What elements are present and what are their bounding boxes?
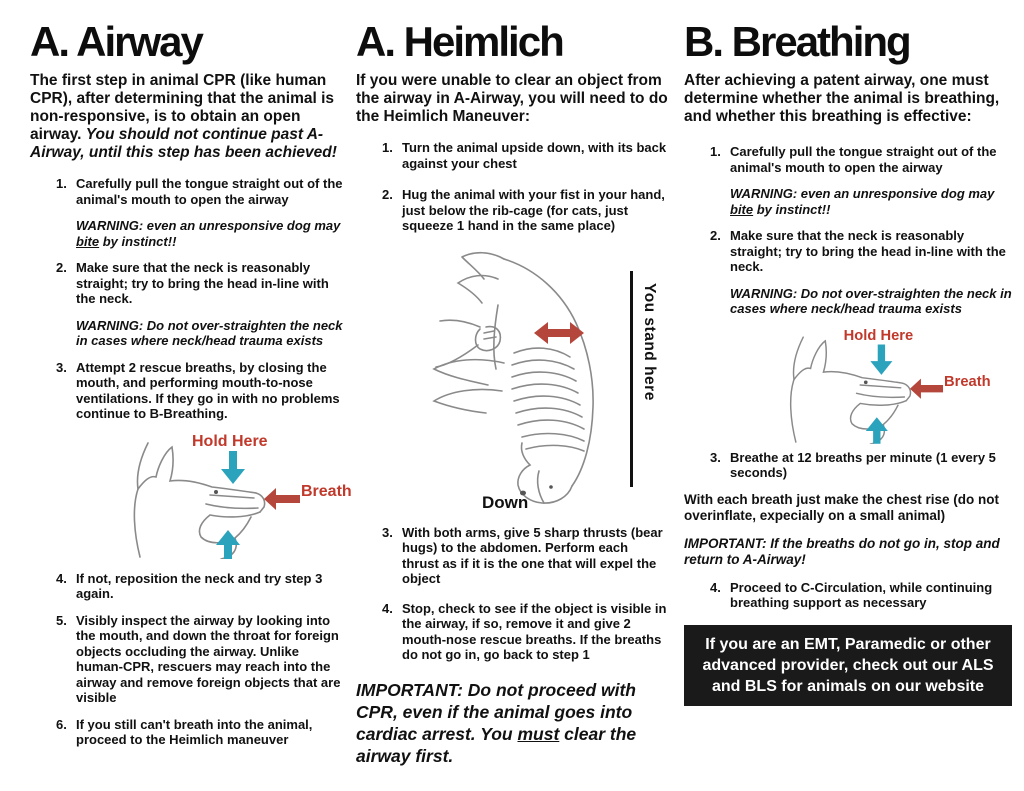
upside-down-dog-drawing [386,245,626,505]
breathing-step-3 [684,450,1012,481]
heimlich-figure [386,245,676,513]
heimlich-important-note [356,679,668,767]
step-text: Hug the animal with your fist in your hand, just below the rib-cage (for cats, just squeeze 1 hand in the same place) [402,187,665,233]
hold-here-label: Hold Here [843,327,914,344]
step-number: 6. [56,716,67,732]
breathing-steps [684,144,1012,611]
airway-warning-2: WARNING: Do not over-straighten the neck in cases where neck/head trauma exists [76,317,343,348]
heimlich-step-2 [356,187,668,234]
breath-label: Breath [301,482,352,500]
step-number: 4. [710,579,721,595]
step-text: Carefully pull the tongue straight out of the animal's mouth to open the airway [730,144,997,175]
heimlich-intro: If you were unable to clear an object from the airway in A-Airway, you will need to do the Heimlich Maneuver: [356,72,668,125]
down-label: Down [482,492,529,512]
heimlich-step-4 [356,601,668,663]
heimlich-title: A. Heimlich [356,18,563,65]
stand-here-line [630,271,633,487]
advanced-provider-callout: If you are an EMT, Paramedic or other advanced provider, check out our ALS and BLS for animals on our website [684,625,1012,706]
step-text: Carefully pull the tongue straight out of the animal's mouth to open the airway [76,176,343,207]
airway-step-5 [30,613,344,706]
airway-warning-1 [76,218,344,249]
hold-here-label: Hold Here [192,432,268,450]
breathing-important-note: IMPORTANT: If the breaths do not go in, stop and return to A-Airway! [684,535,1000,567]
step-number: 2. [382,187,393,202]
dog-head-figure [748,327,991,431]
warning-underlined-word: bite [76,233,100,249]
step-number: 1. [710,144,721,159]
airway-step-4 [30,571,344,602]
step-text: If not, reposition the neck and try step 3 again. [76,570,323,601]
warning-underlined-word: bite [730,201,754,217]
heimlich-steps [356,140,668,663]
breath-up-arrow-icon [866,417,888,444]
step-text: Make sure that the neck is reasonably straight; try to bring the head in-line with the neck. [730,228,1006,274]
step-number: 5. [56,612,67,628]
step-text: Turn the animal upside down, with its back against your chest [402,140,667,171]
column-airway [30,0,352,759]
step-text: Attempt 2 rescue breaths, by closing the mouth, and performing mouth-to-nose ventilations. If they go in with no problems continue to B-Breathing. [76,359,340,421]
step-number: 3. [56,359,67,375]
step-text: If you still can't breath into the animal, proceed to the Heimlich maneuver [76,716,313,747]
airway-intro-emphasis: You should not continue past A-Airway, until this step has been achieved! [30,126,337,161]
step-text: With both arms, give 5 sharp thrusts (bear hugs) to the abdomen. Perform each thrust as if it is the one that will expel the object [402,524,663,586]
dog-head-drawing [88,437,318,559]
breath-label: Breath [943,373,991,390]
airway-steps [30,176,352,748]
step-text: Stop, check to see if the object is visible in the airway, if so, remove it and give 2 mouth-nose rescue breaths. If the breaths do not go in, go back to step 1 [402,600,667,662]
warning-text: by instinct!! [753,201,831,217]
step-number: 4. [382,600,393,616]
step-text: Breathe at 12 breaths per minute (1 every 5 seconds) [730,449,996,480]
dog-head-figure [88,432,352,561]
step-text: Make sure that the neck is reasonably straight; try to bring the head in-line with the neck. [76,260,329,306]
airway-step-2 [30,260,344,307]
column-breathing [684,0,1012,706]
warning-text: by instinct!! [99,233,177,249]
step-number: 1. [382,140,393,155]
breathing-step-4 [684,580,1012,611]
step-number: 1. [56,176,67,191]
breathing-chest-rise-note: With each breath just make the chest rise (do not overinflate, expecially on a small animal) [684,491,999,523]
warning-text: WARNING: even an unresponsive dog may [730,186,995,201]
breath-left-arrow-icon [264,488,300,510]
airway-step-3 [30,360,344,422]
breathing-title: B. Breathing [684,18,910,65]
hold-down-arrow-icon [221,451,245,484]
breathing-step-1 [684,144,1012,175]
important-text: clear the airway first. [356,723,637,766]
step-text: Visibly inspect the airway by looking into the mouth, and down the throat for foreign objects occluding the airway. Unlike human-CPR, rescuers may reach into the airway and remove foreign objects that are visible [76,612,341,705]
airway-intro [30,72,344,162]
airway-step-6 [30,717,344,748]
step-number: 3. [710,449,721,465]
airway-intro-text: The first step in animal CPR (like human CPR), after determining that the animal is non-responsive, is to obtain an open airway. [30,72,335,143]
step-number: 2. [710,228,721,243]
breathing-warning-2: WARNING: Do not over-straighten the neck in cases where neck/head trauma exists [730,285,1012,316]
breathing-intro: After achieving a patent airway, one must determine whether the animal is breathing, and whether this breathing is effective: [684,72,1000,125]
breath-left-arrow-icon [910,378,943,398]
breath-up-arrow-icon [216,530,240,559]
heimlich-step-3 [356,525,668,587]
step-number: 3. [382,524,393,540]
hold-down-arrow-icon [870,344,892,374]
important-underlined-word: must [517,723,560,744]
breathing-warning-1 [730,186,1012,217]
column-heimlich [356,0,668,767]
dog-head-drawing [748,331,960,443]
heimlich-step-1 [356,140,668,171]
step-text: Proceed to C-Circulation, while continuing breathing support as necessary [730,579,993,610]
step-number: 2. [56,260,67,275]
warning-text: WARNING: even an unresponsive dog may [76,218,341,233]
airway-title: A. Airway [30,18,202,65]
you-stand-here-label: You stand here [641,282,658,401]
breathing-step-2 [684,228,1012,275]
airway-step-1 [30,176,344,207]
step-number: 4. [56,570,67,586]
important-text: IMPORTANT: Do not proceed with CPR, even if the animal goes into cardiac arrest. You [356,679,636,744]
